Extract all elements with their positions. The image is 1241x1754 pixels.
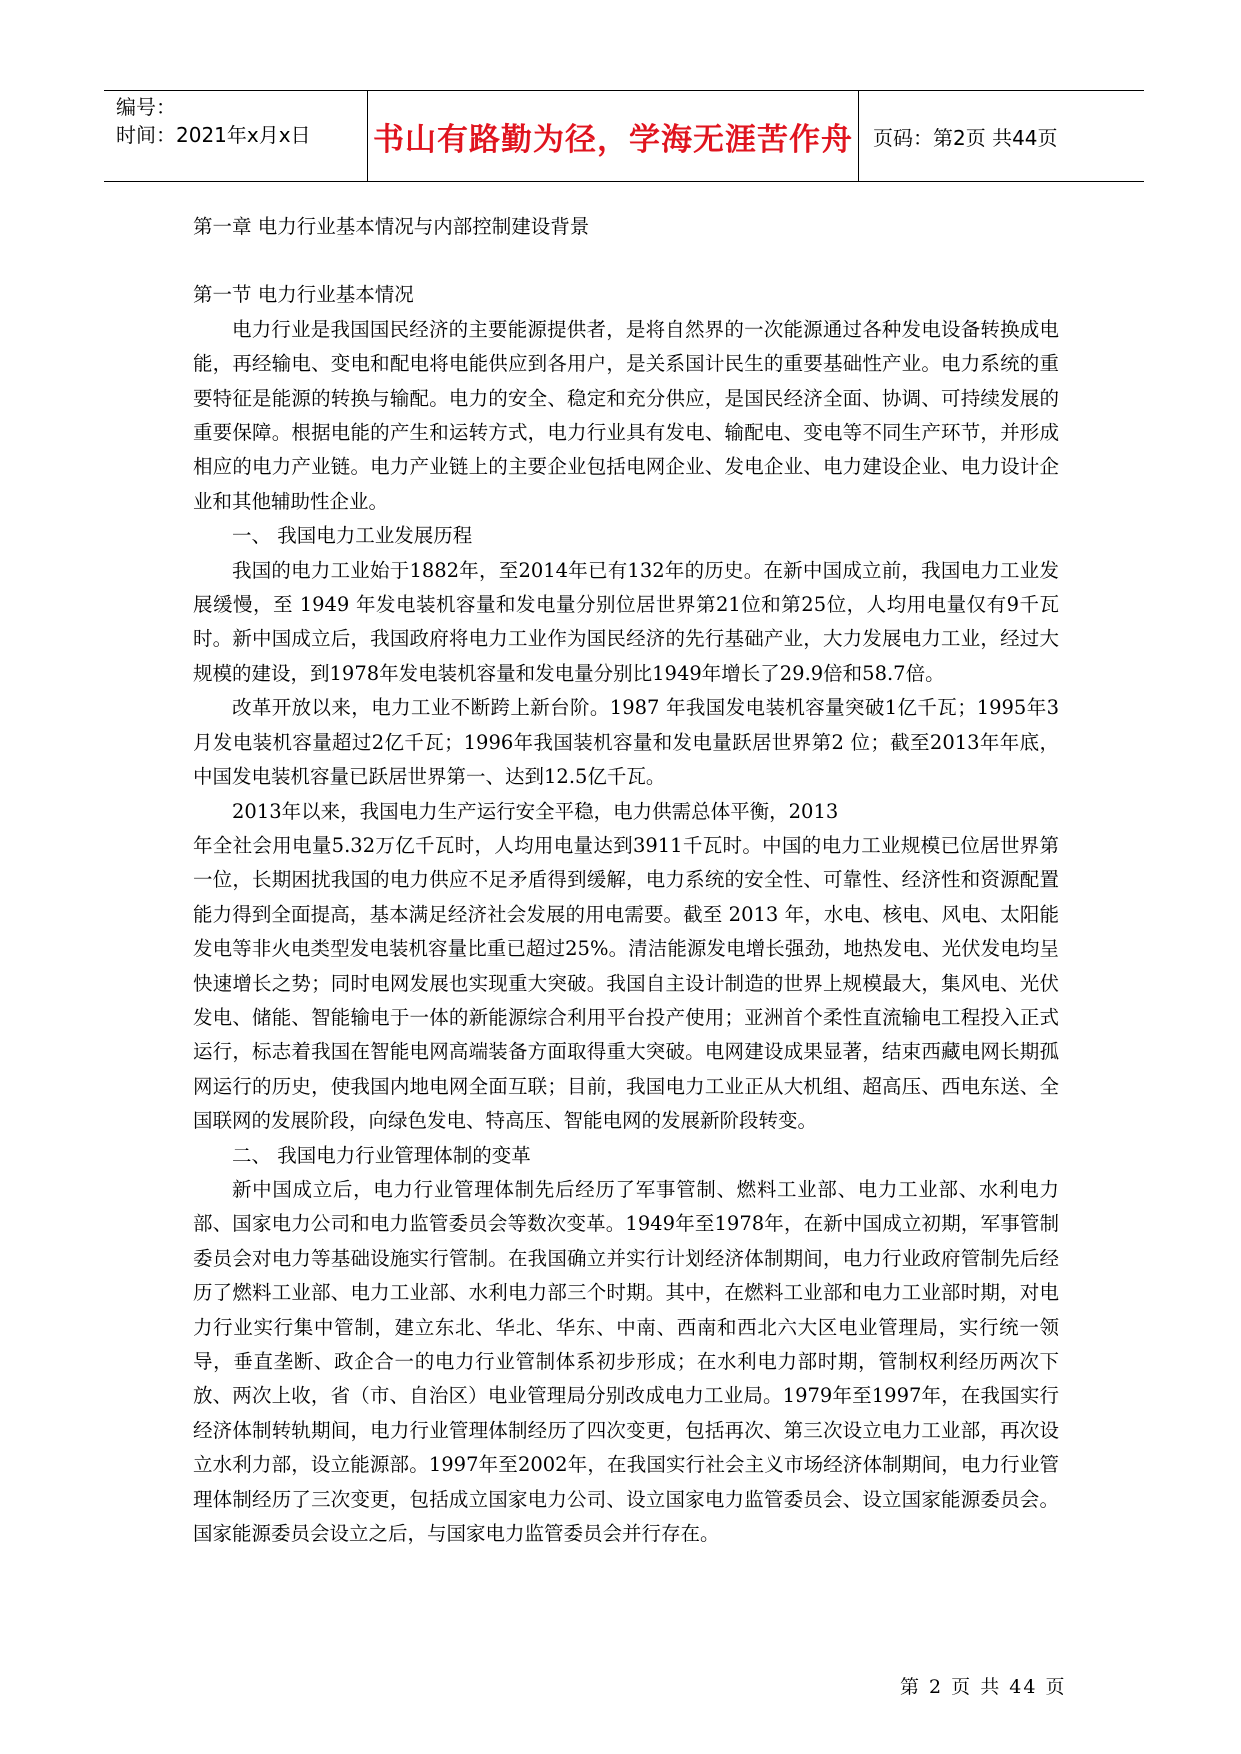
header-page-info: 页码：第2页 共44页 [873,125,1058,150]
section-title: 第一节 电力行业基本情况 [193,283,414,307]
subheading: 一、 我国电力工业发展历程 [232,524,473,548]
paragraph: 改革开放以来，电力工业不断跨上新台阶。1987 年我国发电装机容量突破1亿千瓦；1995年3月发电装机容量超过2亿千瓦；1996年我国装机容量和发电量跃居世界第2 位；截至2013年年底，中国发电装机容量已跃居世界第一、达到12.5亿千瓦。 [193,696,1059,789]
subheading: 二、 我国电力行业管理体制的变革 [232,1143,531,1167]
header-motto: 书山有路勤为径，学海无涯苦作舟 [368,91,859,181]
paragraph: 我国的电力工业始于1882年，至2014年已有132年的历史。在新中国成立前，我国电力工业发展缓慢，至 1949 年发电装机容量和发电量分别位居世界第21位和第25位，人均用电量仅有9千瓦时。新中国成立后，我国政府将电力工业作为国民经济的先行基础产业，大力发展电力工业，经过大规模的建设，到1978年发电装机容量和发电量分别比1949年增长了29.9倍和58.7倍。 [193,558,1059,685]
document-body [193,210,1059,1551]
paragraph: 年全社会用电量5.32万亿千瓦时，人均用电量达到3911千瓦时。中国的电力工业规模已位居世界第一位，长期困扰我国的电力供应不足矛盾得到缓解，电力系统的安全性、可靠性、经济性和资源配置能力得到全面提高，基本满足经济社会发展的用电需要。截至 2013 年，水电、核电、风电、太阳能发电等非火电类型发电装机容量比重已超过25%。清洁能源发电增长强劲，地热发电、光伏发电均呈快速增长之势；同时电网发展也实现重大突破。我国自主设计制造的世界上规模最大，集风电、光伏发电、储能、智能输电于一体的新能源综合利用平台投产使用；亚洲首个柔性直流输电工程投入正式运行，标志着我国在智能电网高端装备方面取得重大突破。电网建设成果显著，结束西藏电网长期孤网运行的历史，使我国内地电网全面互联；目前，我国电力工业正从大机组、超高压、西电东送、全国联网的发展阶段，向绿色发电、特高压、智能电网的发展新阶段转变。 [193,833,1059,1133]
header-meta [104,91,368,181]
document-header [104,90,1144,182]
page-footer: 第 2 页 共 44 页 [900,1676,1067,1698]
paragraph: 电力行业是我国国民经济的主要能源提供者，是将自然界的一次能源通过各种发电设备转换成电能，再经输电、变电和配电将电能供应到各用户，是关系国计民生的重要基础性产业。电力系统的重要特征是能源的转换与输配。电力的安全、稳定和充分供应，是国民经济全面、协调、可持续发展的重要保障。根据电能的产生和运转方式，电力行业具有发电、输配电、变电等不同生产环节，并形成相应的电力产业链。电力产业链上的主要企业包括电网企业、发电企业、电力建设企业、电力设计企业和其他辅助性企业。 [193,317,1059,513]
paragraph: 2013年以来，我国电力生产运行安全平稳，电力供需总体平衡，2013 [232,799,839,823]
paragraph: 新中国成立后，电力行业管理体制先后经历了军事管制、燃料工业部、电力工业部、水利电力部、国家电力公司和电力监管委员会等数次变革。1949年至1978年，在新中国成立初期，军事管制委员会对电力等基础设施实行管制。在我国确立并实行计划经济体制期间，电力行业政府管制先后经历了燃料工业部、电力工业部、水利电力部三个时期。其中，在燃料工业部和电力工业部时期，对电力行业实行集中管制，建立东北、华北、华东、中南、西南和西北六大区电业管理局，实行统一领导，垂直垄断、政企合一的电力行业管制体系初步形成；在水利电力部时期，管制权利经历两次下放、两次上收，省（市、自治区）电业管理局分别改成电力工业局。1979年至1997年，在我国实行经济体制转轨期间，电力行业管理体制经历了四次变更，包括再次、第三次设立电力工业部，再次设立水利力部，设立能源部。1997年至2002年，在我国实行社会主义市场经济体制期间，电力行业管理体制经历了三次变更，包括成立国家电力公司、设立国家电力监管委员会、设立国家能源委员会。国家能源委员会设立之后，与国家电力监管委员会并行存在。 [193,1177,1059,1546]
chapter-title: 第一章 电力行业基本情况与内部控制建设背景 [193,215,590,238]
document-number-label: 编号： [116,95,176,119]
document-time: 时间：2021年x月x日 [116,123,311,147]
